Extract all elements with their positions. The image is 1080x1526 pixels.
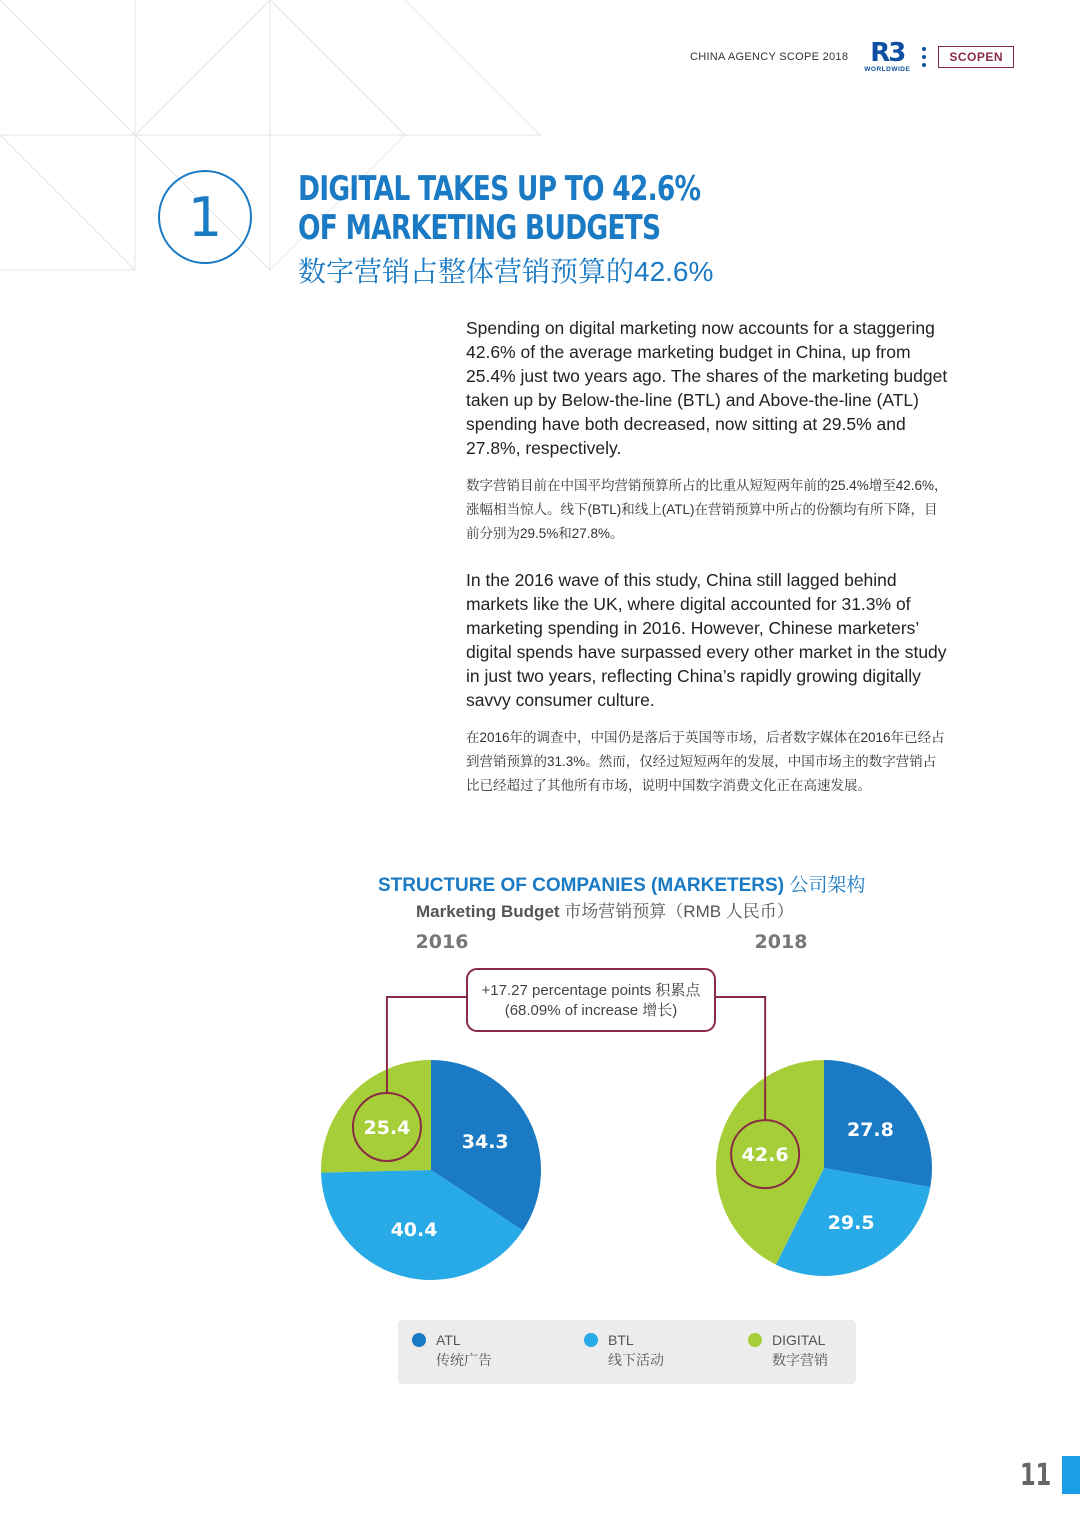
page-number: 11 — [1020, 1458, 1052, 1493]
year-label-2018: 2018 — [754, 931, 808, 953]
paragraph-en-2: In the 2016 wave of this study, China still lagged behind markets like the UK, where digital accounted for 31.3% of marketing spending in 2016. However, Chinese marketers’ digital spends have surpassed every other market in the study in just two years, reflecting China’s rapidly growing digitally savvy consumer culture. — [466, 570, 947, 710]
data-label-2018-digital: 42.6 — [741, 1144, 789, 1167]
legend-swatch-atl — [412, 1333, 426, 1347]
annotation-line-2: (68.09% of increase 增长) — [504, 1002, 678, 1019]
legend-label-atl: ATL — [436, 1332, 461, 1348]
chart-subtitle-cn: 市场营销预算（RMB 人民币） — [564, 902, 794, 921]
data-label-2016-atl: 34.3 — [461, 1130, 509, 1153]
data-label-2018-btl: 29.5 — [827, 1212, 875, 1235]
legend-item-btl — [584, 1330, 664, 1370]
data-label-2018-atl: 27.8 — [846, 1119, 894, 1142]
legend-item-atl — [412, 1330, 492, 1370]
legend-label-digital: DIGITAL — [772, 1332, 826, 1348]
annotation-box — [467, 969, 715, 1031]
report-title: CHINA AGENCY SCOPE 2018 — [689, 50, 849, 63]
section-title-cn: 数字营销占整体营销预算的42.6% — [298, 256, 714, 287]
data-label-2016-btl: 40.4 — [390, 1219, 438, 1242]
chart-title-cn: 公司架构 — [789, 875, 866, 896]
section-number: 1 — [158, 170, 252, 264]
legend-swatch-btl — [584, 1333, 598, 1347]
legend-label-atl-cn: 传统广告 — [436, 1352, 492, 1368]
legend-label-btl-cn: 线下活动 — [608, 1352, 664, 1368]
paragraph-cn-2: 在2016年的调查中，中国仍是落后于英国等市场，后者数字媒体在2016年已经占到营销预算的31.3%。然而，仅经过短短两年的发展，中国市场主的数字营销占比已经超过了其他所有市场，说明中国数字消费文化正在高速发展。 — [466, 730, 945, 793]
r3-logo-sub: WORLDWIDE — [864, 66, 911, 73]
page-number-bar — [1062, 1456, 1080, 1494]
legend-label-digital-cn: 数字营销 — [772, 1352, 828, 1368]
r3-logo-mark: R3 — [870, 38, 905, 68]
annotation-line-1: +17.27 percentage points 积累点 — [481, 982, 701, 999]
chart-legend — [398, 1320, 856, 1384]
paragraph-en-1: Spending on digital marketing now accounts for a staggering 42.6% of the average marketing budget in China, up from 25.4% just two years ago. The shares of the marketing budget taken up by Below-the-line (BTL) and Above-the-line (ATL) spending have both decreased, now sitting at 29.5% and 27.8%, respectively. — [466, 318, 948, 458]
legend-item-digital — [748, 1330, 828, 1370]
legend-label-btl: BTL — [608, 1332, 634, 1348]
data-label-2016-digital: 25.4 — [363, 1116, 411, 1139]
chart-subtitle-en: Marketing Budget — [416, 902, 560, 921]
year-label-2016: 2016 — [415, 931, 469, 953]
section-title: DIGITAL TAKES UP TO 42.6% OF MARKETING BUDGETS — [298, 169, 701, 248]
legend-swatch-digital — [748, 1333, 762, 1347]
chart-title-en: STRUCTURE OF COMPANIES (MARKETERS) — [378, 875, 785, 896]
scopen-logo: SCOPEN — [938, 46, 1014, 68]
paragraph-cn-1: 数字营销目前在中国平均营销预算所占的比重从短短两年前的25.4%增至42.6%，涨幅相当惊人。线下(BTL)和线上(ATL)在营销预算中所占的份额均有所下降，目前分别为29.5%和27.8%。 — [466, 478, 948, 541]
